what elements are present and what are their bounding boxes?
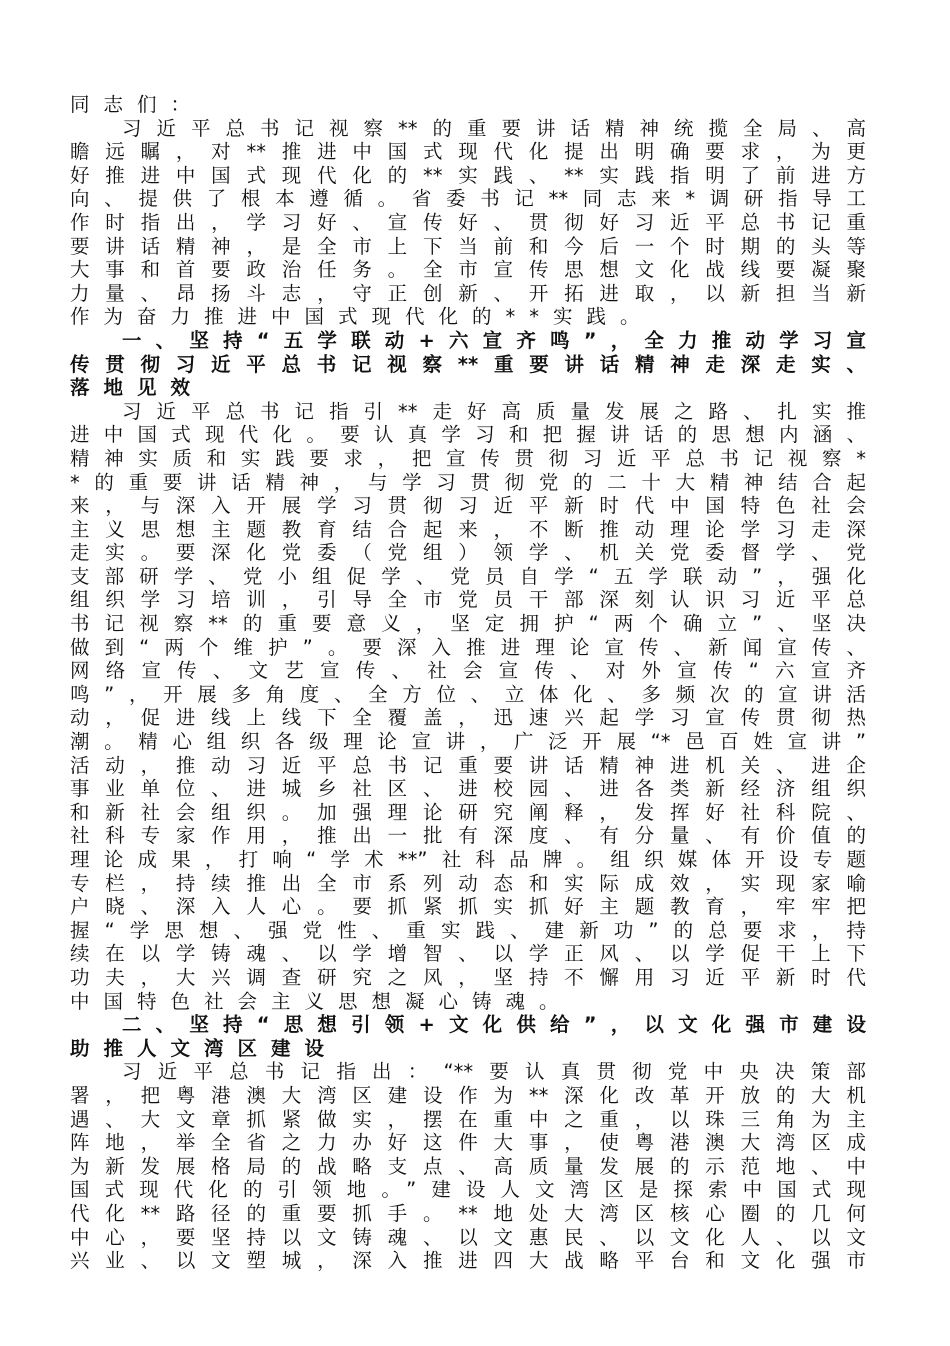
paragraph-line: 握“学思想、强党性、重实践、建新功”的总要求，持: [70, 918, 866, 942]
paragraph-line: 作为奋力推进中国式现代化的**实践。: [70, 305, 654, 329]
paragraph-line: 习近平总书记指引**走好高质量发展之路、扎实推: [122, 399, 866, 423]
section-heading-1: 一、坚持“五学联动+六宣齐鸣”，全力推动学习宣: [122, 328, 866, 352]
paragraph-line: 大事和首要政治任务。全市宣传思想文化战线要凝聚: [70, 258, 866, 282]
paragraph-line: 兴业、以文塑城，深入推进四大战略平台和文化强市: [70, 1249, 866, 1273]
salutation: 同志们：: [70, 93, 205, 116]
paragraph-line: 阵地，举全省之力办好这件大事，使粤港澳大湾区成: [70, 1131, 866, 1155]
paragraph-line: 中心，要坚持以文铸魂、以文惠民、以文化人、以文: [70, 1225, 866, 1249]
paragraph-line: 习近平总书记指出：“**要认真贯彻党中央决策部: [122, 1060, 866, 1084]
section-heading-1: 传贯彻习近平总书记视察**重要讲话精神走深走实、: [70, 352, 866, 376]
paragraph-line: 功夫，大兴调查研究之风，坚持不懈用习近平新时代: [70, 965, 866, 989]
paragraph-line: 为新发展格局的战略支点、高质量发展的示范地、中: [70, 1154, 866, 1178]
paragraph-line: 精神实质和实践要求，把宣传贯彻习近平总书记视察*: [70, 446, 866, 470]
paragraph-line: 潮。精心组织各级理论宣讲，广泛开展“*邑百姓宣讲”: [70, 730, 866, 754]
paragraph-line: *的重要讲话精神，与学习贯彻党的二十大精神结合起: [70, 470, 866, 494]
paragraph-line: 国式现代化的引领地。”建设人文湾区是探索中国式现: [70, 1178, 866, 1202]
paragraph-line: 习近平总书记视察**的重要讲话精神统揽全局、高: [122, 116, 866, 140]
paragraph-line: 作时指出，学习好、宣传好、贯彻好习近平总书记重: [70, 210, 866, 234]
paragraph-line: 活动，推动习近平总书记重要讲话精神进机关、进企: [70, 753, 866, 777]
paragraph-line: 鸣”，开展多角度、全方位、立体化、多频次的宣讲活: [70, 682, 866, 706]
paragraph-line: 社科专家作用，推出一批有深度、有分量、有价值的: [70, 824, 866, 848]
paragraph-line: 动，促进线上线下全覆盖，迅速兴起学习宣传贯彻热: [70, 706, 866, 730]
document-body: [70, 93, 866, 1273]
paragraph-line: 要讲话精神，是全市上下当前和今后一个时期的头等: [70, 234, 866, 258]
paragraph-line: 署，把粤港澳大湾区建设作为**深化改革开放的大机: [70, 1083, 866, 1107]
paragraph-line: 书记视察**的重要意义，坚定拥护“两个确立”、坚决: [70, 612, 866, 636]
paragraph-line: 户晓、深入人心。要抓紧抓实抓好主题教育，牢牢把: [70, 895, 866, 919]
paragraph-line: 瞻远瞩，对**推进中国式现代化提出明确要求，为更: [70, 140, 866, 164]
paragraph-line: 代化**路径的重要抓手。**地处大湾区核心圈的几何: [70, 1201, 866, 1225]
paragraph-line: 好推进中国式现代化的**实践、**实践指明了前进方: [70, 163, 866, 187]
paragraph-line: 组织学习培训，引导全市党员干部深刻认识习近平总: [70, 588, 866, 612]
section-heading-1: 落地见效: [70, 376, 205, 400]
paragraph-line: 主义思想主题教育结合起来，不断推动理论学习走深: [70, 517, 866, 541]
paragraph-line: 理论成果，打响“学术**”社科品牌。组织媒体开设专题: [70, 848, 866, 871]
paragraph-line: 进中国式现代化。要认真学习和把握讲话的思想内涵、: [70, 423, 866, 447]
paragraph-line: 续在以学铸魂、以学增智、以学正风、以学促干上下: [70, 942, 866, 966]
paragraph-line: 支部研学、党小组促学、党员自学“五学联动”，强化: [70, 564, 866, 588]
paragraph-line: 事业单位、进城乡社区、进校园、进各类新经济组织: [70, 777, 866, 801]
section-heading-2: 二、坚持“思想引领+文化供给”，以文化强市建设: [122, 1013, 866, 1037]
paragraph-line: 来，与深入开展学习贯彻习近平新时代中国特色社会: [70, 494, 866, 518]
paragraph-line: 和新社会组织。加强理论研究阐释，发挥好社科院、: [70, 800, 866, 824]
paragraph-line: 中国特色社会主义思想凝心铸魂。: [70, 989, 573, 1013]
paragraph-line: 网络宣传、文艺宣传、社会宣传、对外宣传“六宣齐: [70, 659, 866, 683]
paragraph-line: 力量、昂扬斗志，守正创新、开拓进取，以新担当新: [70, 281, 866, 305]
section-heading-2: 助推人文湾区建设: [70, 1036, 339, 1060]
paragraph-line: 做到“两个维护”。要深入推进理论宣传、新闻宣传、: [70, 635, 866, 659]
paragraph-line: 专栏，持续推出全市系列动态和实际成效，实现家喻: [70, 871, 866, 895]
paragraph-line: 走实。要深化党委（党组）领学、机关党委督学、党: [70, 541, 866, 565]
paragraph-line: 遇、大文章抓紧做实，摆在重中之重，以珠三角为主: [70, 1107, 866, 1131]
paragraph-line: 向、提供了根本遵循。省委书记**同志来*调研指导工: [70, 187, 866, 211]
